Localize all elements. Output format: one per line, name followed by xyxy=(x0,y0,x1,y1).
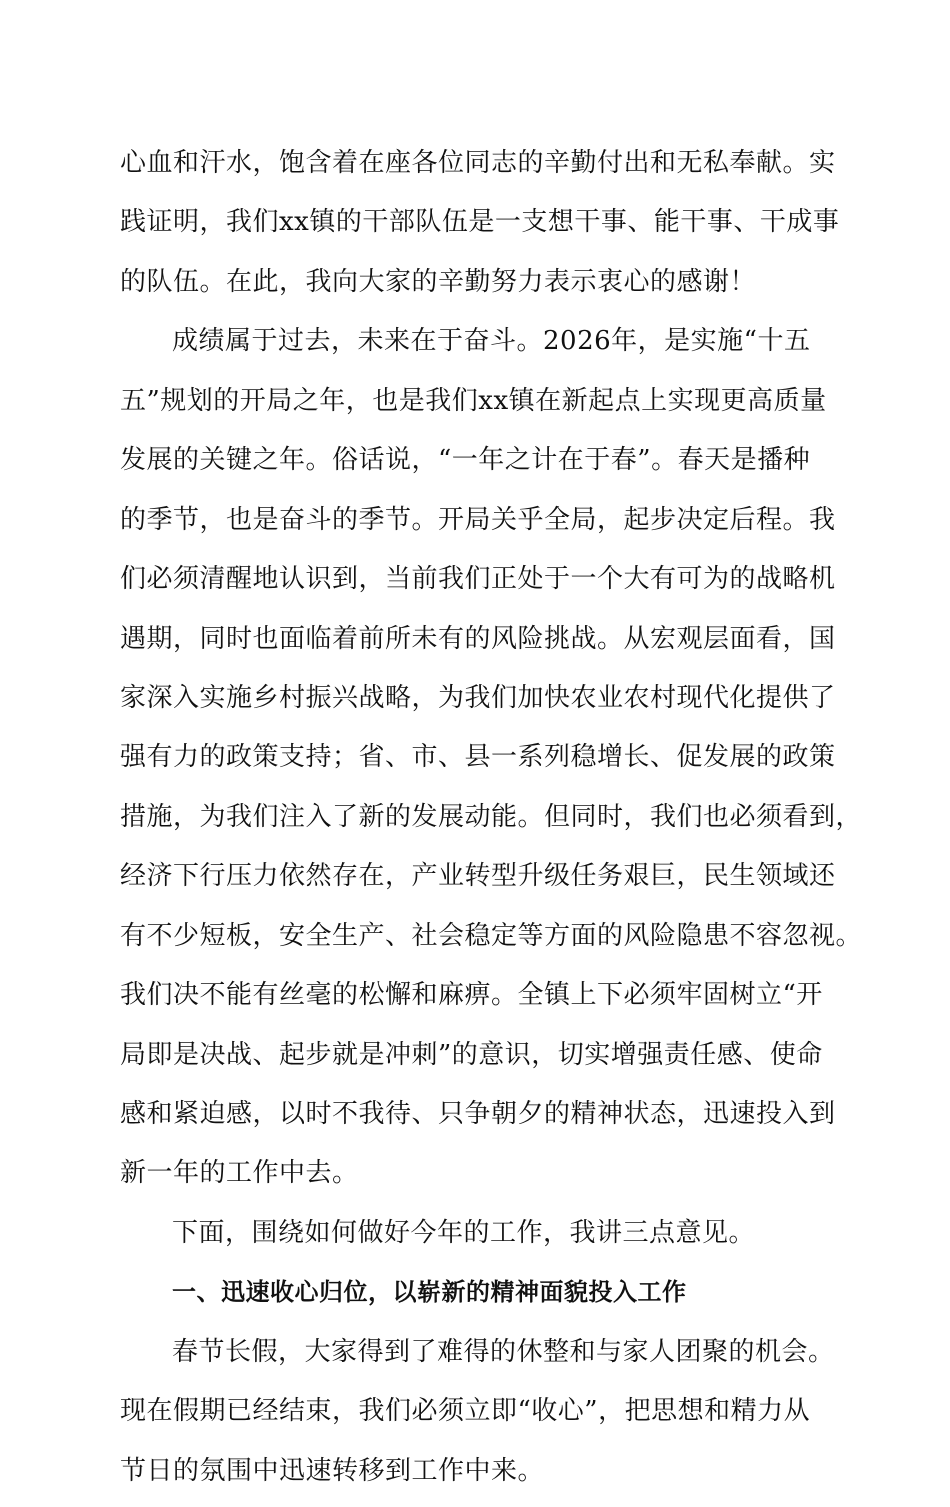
document-body xyxy=(120,140,863,1507)
text-line: 的队伍。在此，我向大家的辛勤努力表示衷心的感谢！ xyxy=(120,266,757,297)
text-line: 家深入实施乡村振兴战略，为我们加快农业农村现代化提供了 xyxy=(120,682,836,713)
text-line: 新一年的工作中去。 xyxy=(120,1158,359,1189)
paragraph-start-line: 成绩属于过去，未来在于奋斗。2026年，是实施“十五 xyxy=(172,326,811,357)
text-line: 我们决不能有丝毫的松懈和麻痹。全镇上下必须牢固树立“开 xyxy=(120,980,823,1011)
text-line: 的季节，也是奋斗的季节。开局关乎全局，起步决定后程。我 xyxy=(120,504,836,535)
text-line: 局即是决战、起步就是冲刺”的意识，切实增强责任感、使命 xyxy=(120,1039,823,1070)
text-line: 节日的氛围中迅速转移到工作中来。 xyxy=(120,1455,545,1486)
section-heading: 一、迅速收心归位，以崭新的精神面貌投入工作 xyxy=(172,1278,687,1307)
paragraph-start-line: 下面，围绕如何做好今年的工作，我讲三点意见。 xyxy=(172,1217,756,1248)
text-line: 发展的关键之年。俗话说，“一年之计在于春”。春天是播种 xyxy=(120,445,811,476)
text-line: 遇期，同时也面临着前所未有的风险挑战。从宏观层面看，国 xyxy=(120,623,836,654)
text-line: 措施，为我们注入了新的发展动能。但同时，我们也必须看到， xyxy=(120,801,863,832)
text-line: 感和紧迫感，以时不我待、只争朝夕的精神状态，迅速投入到 xyxy=(120,1099,836,1129)
text-line: 心血和汗水，饱含着在座各位同志的辛勤付出和无私奉献。实 xyxy=(120,148,836,178)
text-line: 践证明，我们xx镇的干部队伍是一支想干事、能干事、干成事 xyxy=(120,207,840,238)
text-line: 们必须清醒地认识到，当前我们正处于一个大有可为的战略机 xyxy=(120,564,836,595)
text-line: 经济下行压力依然存在，产业转型升级任务艰巨，民生领域还 xyxy=(120,861,836,892)
text-line: 有不少短板，安全生产、社会稳定等方面的风险隐患不容忽视。 xyxy=(120,920,863,951)
paragraph-start-line: 春节长假，大家得到了难得的休整和与家人团聚的机会。 xyxy=(172,1336,835,1367)
text-line: 五”规划的开局之年，也是我们xx镇在新起点上实现更高质量 xyxy=(120,385,827,416)
text-line: 强有力的政策支持；省、市、县一系列稳增长、促发展的政策 xyxy=(120,742,836,773)
text-line: 现在假期已经结束，我们必须立即“收心”，把思想和精力从 xyxy=(120,1396,811,1427)
